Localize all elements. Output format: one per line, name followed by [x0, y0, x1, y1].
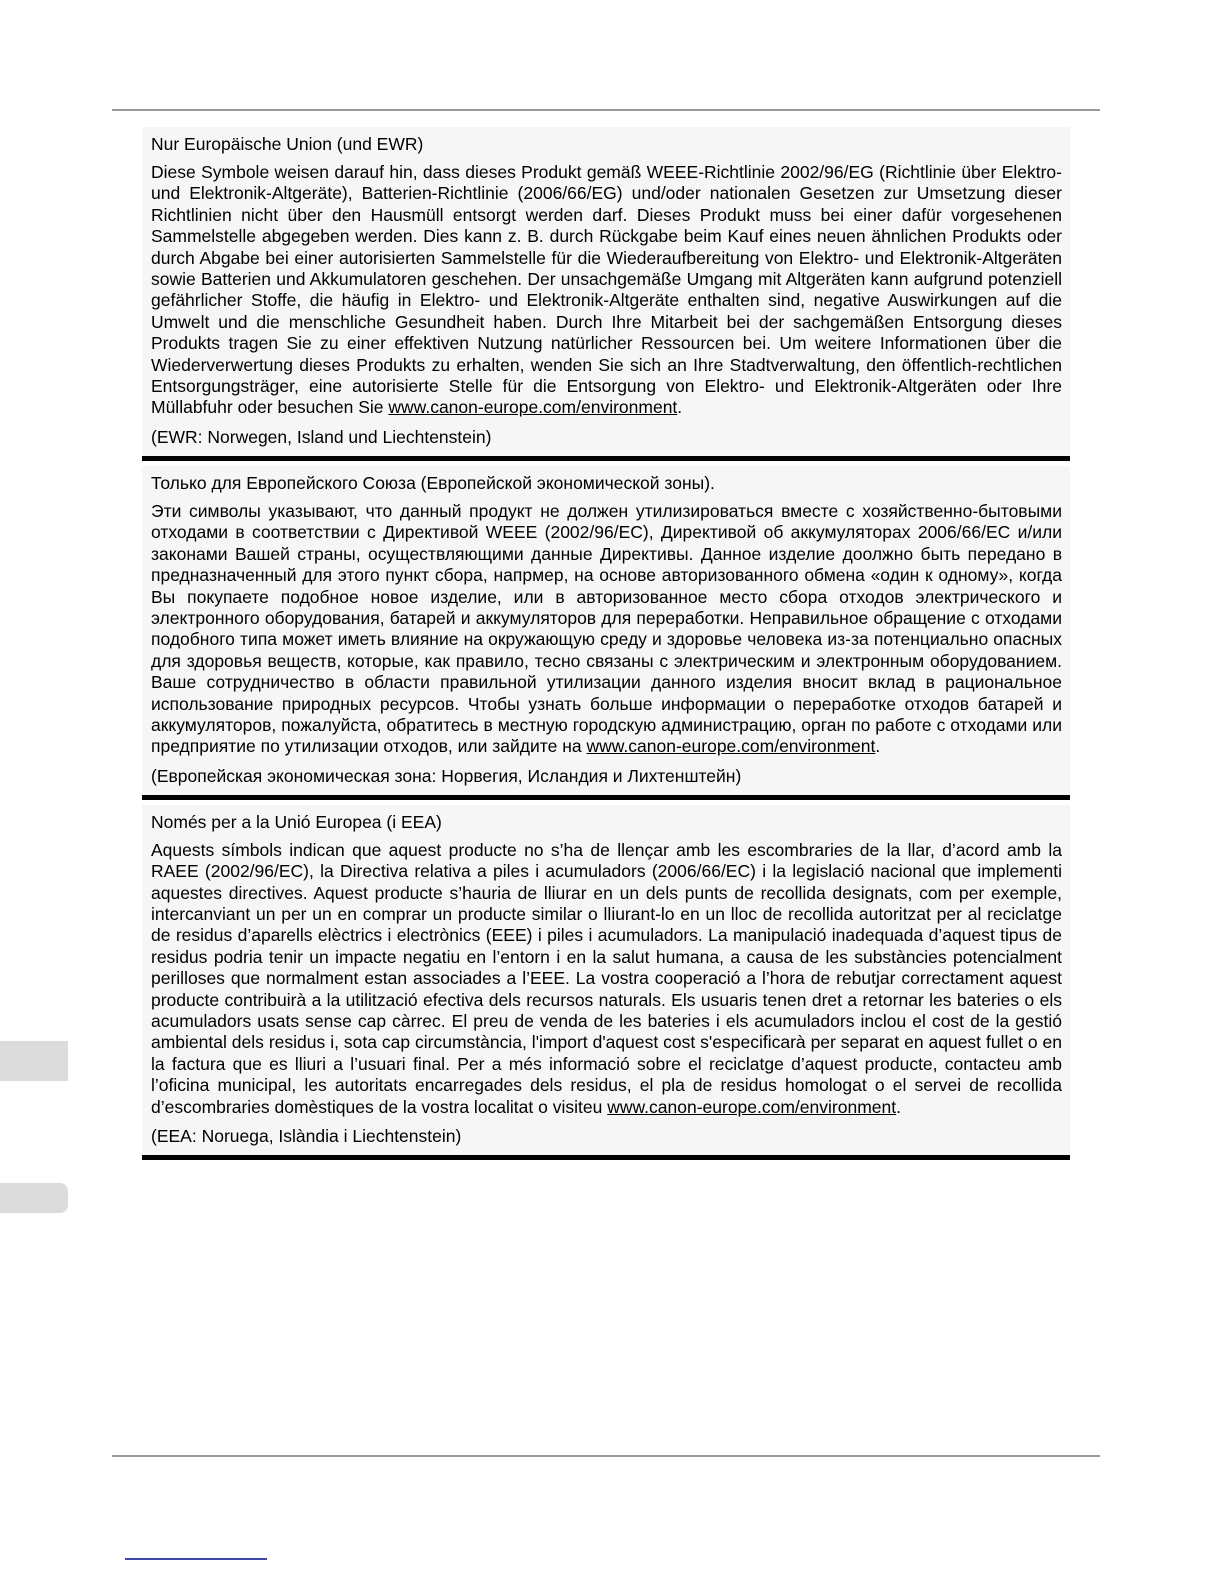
header-rule	[112, 109, 1100, 111]
environment-link[interactable]: www.canon-europe.com/environment	[586, 736, 876, 757]
weee-section-german	[142, 127, 1070, 461]
section-text: Эти символы указывают, что данный продукт не должен утилизироваться вместе с хозяйственно-бытовыми отходами в соответствии с Директивой WEEE (2002/96/EC), Директивой об аккумуляторах 2006/66/EC и/или законами Вашей страны, осуществляющими данные Директивы. Данное изделие доолжно быть передано в предназначенный для этого пункт сбора, напрмер, на основе авторизованного обмена «один к одному», когда Вы покупаете подобное новое изделие, или в авторизованное место сбора отходов электрического и электронного оборудования, батарей и аккумуляторов для переработки. Неправильное обращение с отходами подобного типа может иметь влияние на окружающую среду и здоровье человека из-за потенциально опасных для здоровья веществ, которые, как правило, тесно связаны с электрическим и электронным оборудованием. Ваше сотрудничество в области правильной утилизации данного изделия вносит вклад в рациональное использование природных ресурсов. Чтобы узнать больше информации о переработке отходов батарей и аккумуляторов, пожалуйста, обратитесь в местную городскую администрацию, орган по работе с отходами или предприятие по утилизации отходов, или зайдите на	[151, 500, 1062, 757]
section-body	[151, 840, 1062, 1118]
section-title: Только для Европейского Союза (Европейской экономической зоны).	[151, 472, 715, 493]
weee-section-catalan	[142, 805, 1070, 1160]
environment-link[interactable]: www.canon-europe.com/environment	[388, 397, 678, 418]
sentence-end: .	[677, 397, 683, 418]
side-index-tab	[0, 1041, 68, 1081]
section-title: Nur Europäische Union (und EWR)	[151, 134, 424, 154]
weee-notice-content	[142, 127, 1070, 1165]
section-text: Diese Symbole weisen darauf hin, dass dieses Produkt gemäß WEEE-Richtlinie 2002/96/EG (Richtlinie über Elektro- und Elektronik-Altgeräte), Batterien-Richtlinie (2006/66/EG) und/oder nationalen Gesetzen zur Umsetzung dieser Richtlinien nicht über den Hausmüll entsorgt werden darf. Dieses Produkt muss bei einer dafür vorgesehenen Sammelstelle abgegeben werden. Dies kann z. B. durch Rückgabe beim Kauf eines neuen ähnlichen Produkts oder durch Abgabe bei einer autorisierten Sammelstelle für die Wiederaufbereitung von Elektro- und Elektronik-Altgeräten sowie Batterien und Akkumulatoren geschehen. Der unsachgemäße Umgang mit Altgeräten kann aufgrund potenziell gefährlicher Stoffe, die häufig in Elektro- und Elektronik-Altgeräte enthalten sind, negative Auswirkungen auf die Umwelt und die menschliche Gesundheit haben. Durch Ihre Mitarbeit bei der sachgemäßen Entsorgung dieses Produkts tragen Sie zu einer effektiven Nutzung natürlicher Ressourcen bei. Um weitere Informationen über die Wiederverwertung dieses Produkts zu erhalten, wenden Sie sich an Ihre Stadtverwaltung, den öffentlich-rechtlichen Entsorgungsträger, eine autorisierte Stelle für die Entsorgung von Elektro- und Elektronik-Altgeräten oder Ihre Müllabfuhr oder besuchen Sie	[151, 162, 1062, 418]
section-text: Aquests símbols indican que aquest producte no s’ha de llençar amb les escombraries de la llar, d’acord amb la RAEE (2002/96/EC), la Directiva relativa a piles i acumuladors (2006/66/EC) i la legislació nacional que implementi aquestes directives. Aquest producte s’hauria de lliurar en un dels punts de recollida designats, com per exemple, intercanviant un per un en comprar un producte similar o lliurant-lo en un lloc de recollida autoritzat per al reciclatge de residus d’aparells elèctrics i electrònics (EEE) i piles i acumuladors. La manipulació inadequada d’aquest tipus de residus podria tenir un impacte negatiu en l’entorn i en la salut humana, a causa de les substàncies potencialment perilloses que normalment estan associades a l’EEE. La vostra cooperació a l’hora de rebutjar correctament aquest producte contribuirà a la utilització efectiva dels recursos naturals. Els usuaris tenen dret a retornar les bateries o els acumuladors usats sense cap càrrec. El preu de venda de les bateries i els acumuladors inclou el cost de la gestió ambiental dels residus i, sota cap circumstància, l'import d'aquest cost s'especificarà per separat en aquest fullet o en la factura que es lliuri a l’usuari final. Per a més informació sobre el reciclatge d’aquest producte, contacteu amb l’oficina municipal, les autoritats encarregades dels residus, el pla de residus homologat o el servei de recollida d’escombraries domèstiques de la vostra localitat o visiteu	[151, 839, 1062, 1117]
sentence-end: .	[875, 736, 881, 757]
footer-link-underline	[125, 1558, 267, 1560]
side-index-tab-lower	[0, 1183, 68, 1213]
section-title: Només per a la Unió Europea (i EEA)	[151, 811, 442, 832]
sentence-end: .	[896, 1096, 901, 1117]
section-note: (EWR: Norwegen, Island und Liechtenstein)	[151, 426, 492, 447]
environment-link[interactable]: www.canon-europe.com/environment	[607, 1096, 897, 1117]
section-note: (Европейская экономическая зона: Норвегия, Исландия и Лихтенштейн)	[151, 765, 742, 786]
weee-section-russian	[142, 466, 1070, 800]
section-body	[151, 162, 1062, 419]
section-body	[151, 501, 1062, 758]
footer-rule	[112, 1455, 1100, 1457]
section-note: (EEA: Noruega, Islàndia i Liechtenstein)	[151, 1126, 462, 1147]
